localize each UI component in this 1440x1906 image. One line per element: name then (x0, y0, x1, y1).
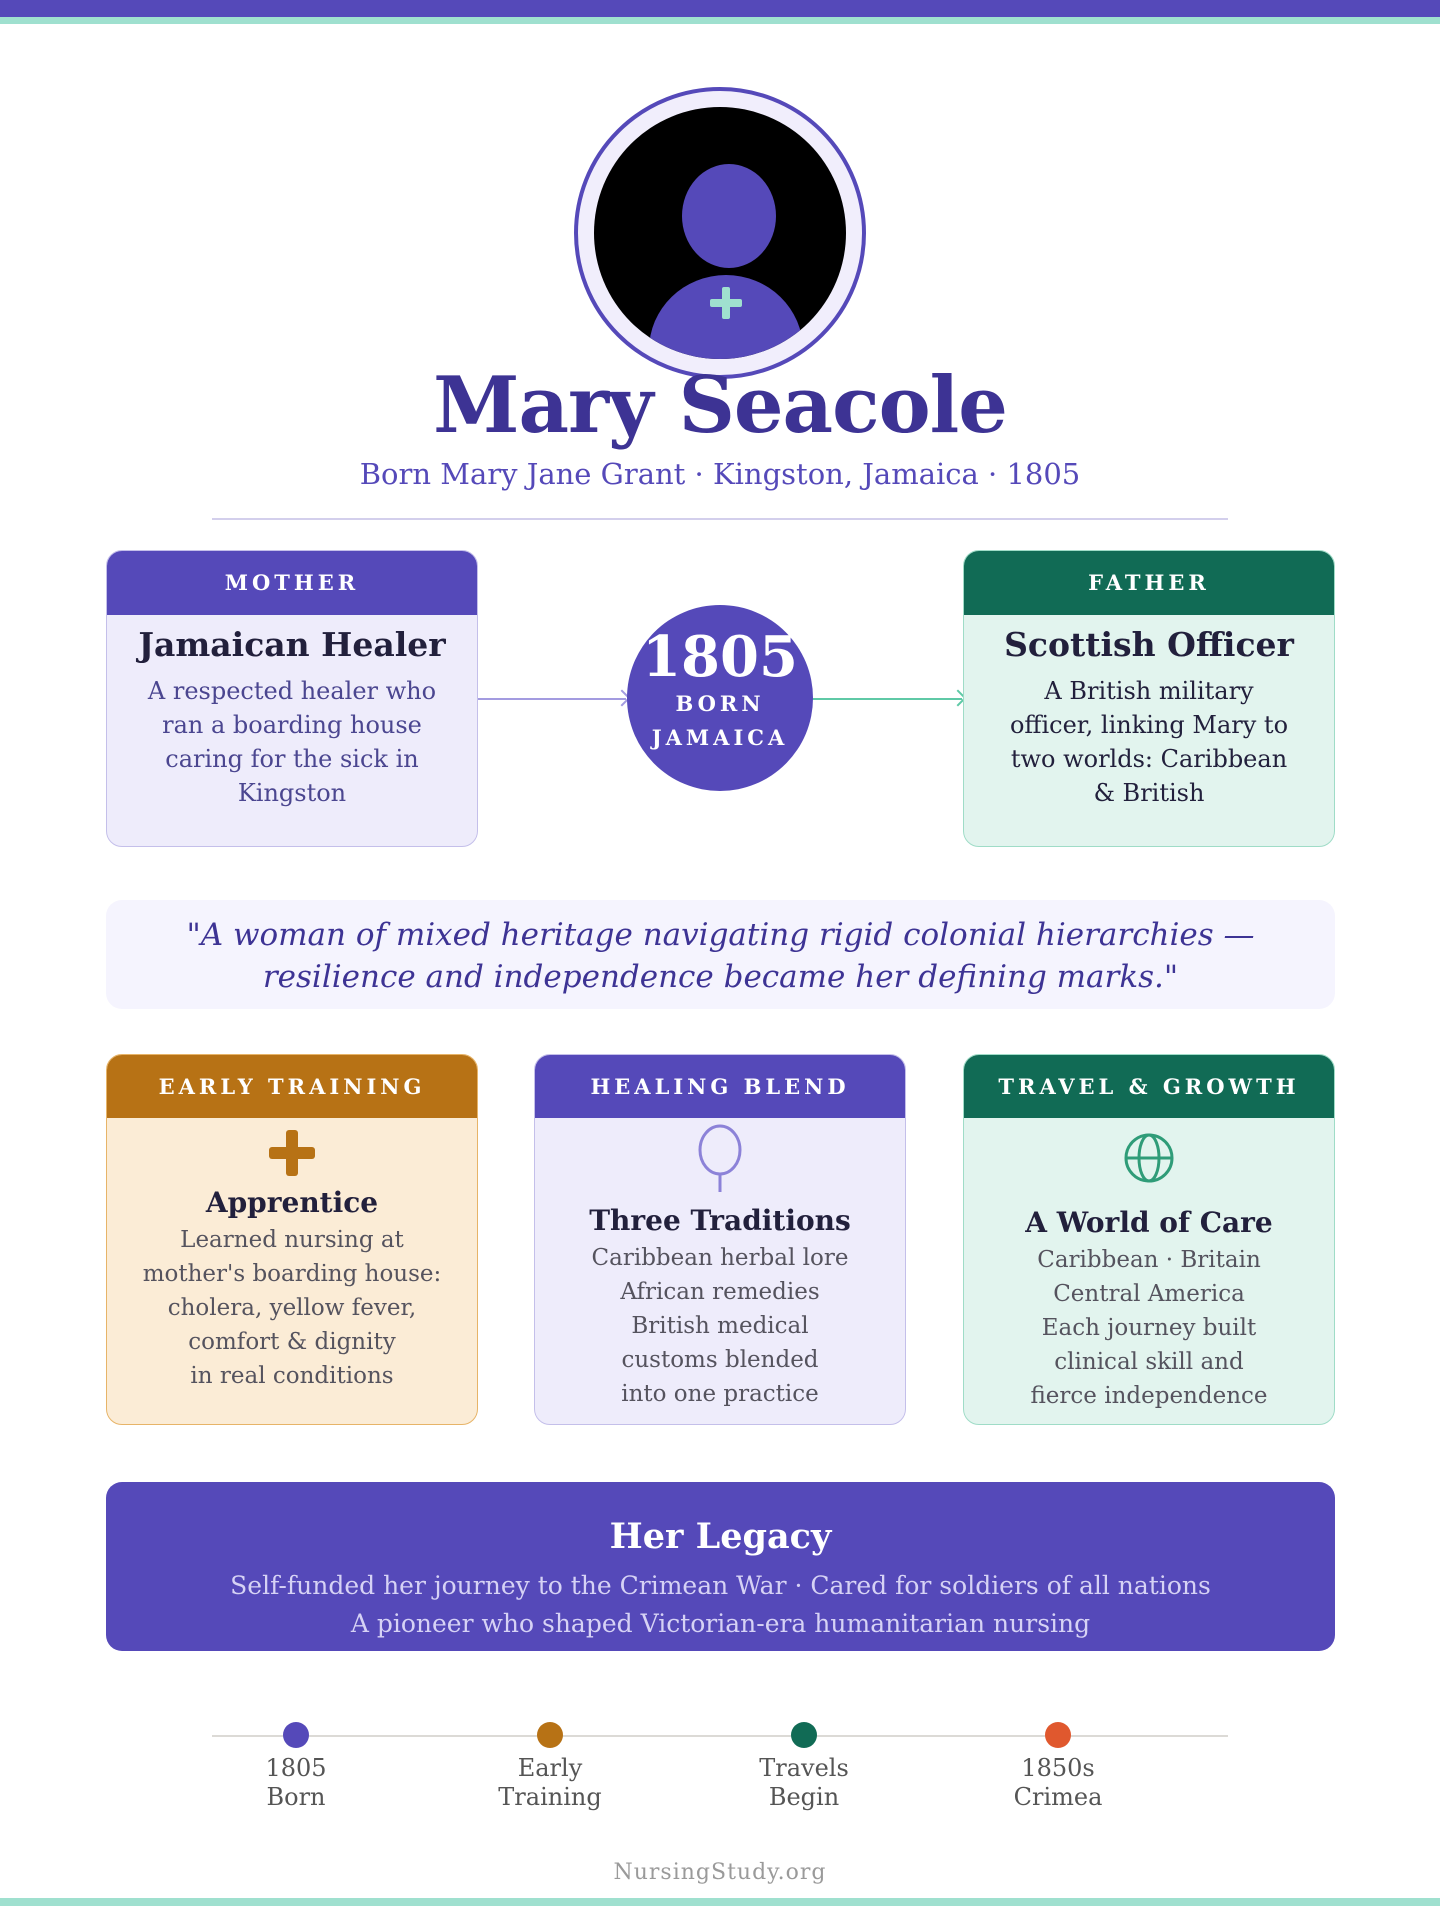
healing-blend-line: British medical (631, 1313, 809, 1339)
timeline-label-line1: Early (517, 1754, 583, 1782)
travel-growth-text (964, 1243, 1334, 1413)
birth-year: 1805 (642, 624, 798, 690)
healing-blend-line: customs blended (621, 1347, 819, 1373)
mother-arrow (478, 698, 626, 700)
healing-blend-line: into one practice (621, 1381, 819, 1407)
timeline-item-born (216, 1722, 376, 1812)
healing-blend-text (535, 1241, 905, 1411)
healing-blend-title: Three Traditions (589, 1204, 851, 1237)
birth-badge (627, 605, 813, 791)
mother-card-label: MOTHER (107, 551, 477, 615)
timeline-label (216, 1754, 376, 1812)
travel-growth-label: TRAVEL & GROWTH (964, 1055, 1334, 1118)
healing-blend-line: African remedies (620, 1279, 820, 1305)
early-training-title: Apprentice (205, 1186, 379, 1219)
father-card-text: A British military officer, linking Mary to two worlds: Caribbean & British (1009, 677, 1289, 807)
travel-growth-line: Central America (1053, 1281, 1245, 1307)
early-training-card (106, 1054, 478, 1425)
early-training-line: Learned nursing at (180, 1227, 404, 1253)
quote-line2: resilience and independence became her defining marks." (262, 959, 1179, 995)
healing-blend-line: Caribbean herbal lore (591, 1245, 849, 1271)
portrait-avatar (574, 87, 866, 379)
early-training-line: cholera, yellow fever, (167, 1295, 417, 1321)
timeline-dot (283, 1722, 309, 1748)
legacy-text (106, 1567, 1335, 1643)
person-head-icon (682, 164, 776, 268)
bottom-accent-bar (0, 1898, 1440, 1906)
timeline-label-line2: Crimea (1013, 1783, 1103, 1811)
timeline-label-line1: 1805 (265, 1754, 327, 1782)
early-training-text (107, 1223, 477, 1393)
birth-label-line2: JAMAICA (651, 725, 789, 750)
timeline-label (978, 1754, 1138, 1812)
timeline-label (470, 1754, 630, 1812)
travel-growth-line: clinical skill and (1054, 1349, 1244, 1375)
timeline-item-crimea (978, 1722, 1138, 1812)
early-training-line: mother's boarding house: (142, 1261, 442, 1287)
timeline-label-line2: Training (498, 1783, 602, 1811)
plus-icon (269, 1130, 315, 1176)
travel-growth-line: Caribbean · Britain (1037, 1247, 1261, 1273)
timeline-label-line1: 1850s (1021, 1754, 1095, 1782)
globe-icon (1123, 1132, 1175, 1184)
birth-label-line1: BORN (675, 691, 765, 716)
quote-line1: "A woman of mixed heritage navigating rigid colonial hierarchies — (186, 917, 1255, 953)
leaf-icon (695, 1124, 745, 1194)
timeline-label (724, 1754, 884, 1812)
travel-growth-line: Each journey built (1041, 1315, 1257, 1341)
legacy-line2: A pioneer who shaped Victorian-era humanitarian nursing (350, 1609, 1091, 1638)
mother-card-title: Jamaican Healer (138, 625, 446, 664)
footer-source: NursingStudy.org (613, 1860, 827, 1885)
timeline-dot (1045, 1722, 1071, 1748)
early-training-line: in real conditions (190, 1363, 394, 1389)
timeline-item-travels (724, 1722, 884, 1812)
timeline-label-line1: Travels (759, 1754, 849, 1782)
travel-growth-line: fierce independence (1030, 1383, 1268, 1409)
medical-cross-icon (710, 287, 742, 319)
healing-blend-card (534, 1054, 906, 1425)
header-divider (212, 518, 1228, 520)
father-card-title: Scottish Officer (1004, 625, 1294, 664)
top-accent-stripe (0, 17, 1440, 24)
legacy-line1: Self-funded her journey to the Crimean War · Cared for soldiers of all nations (230, 1571, 1211, 1600)
father-arrow (812, 698, 962, 700)
father-card-label: FATHER (964, 551, 1334, 615)
timeline-dot (537, 1722, 563, 1748)
legacy-title: Her Legacy (609, 1516, 832, 1557)
page-title: Mary Seacole (433, 360, 1007, 451)
timeline-dot (791, 1722, 817, 1748)
portrait-background (594, 107, 846, 359)
mother-card (106, 550, 478, 847)
heritage-quote (106, 900, 1335, 1009)
mother-card-text: A respected healer who ran a boarding house caring for the sick in Kingston (147, 677, 437, 807)
legacy-banner (106, 1482, 1335, 1651)
early-training-label: EARLY TRAINING (107, 1055, 477, 1118)
travel-growth-card (963, 1054, 1335, 1425)
top-accent-bar (0, 0, 1440, 17)
page-subtitle: Born Mary Jane Grant · Kingston, Jamaica · 1805 (359, 457, 1081, 491)
father-card (963, 550, 1335, 847)
healing-blend-label: HEALING BLEND (535, 1055, 905, 1118)
timeline-label-line2: Born (266, 1783, 326, 1811)
travel-growth-title: A World of Care (1025, 1206, 1273, 1239)
timeline-label-line2: Begin (768, 1783, 840, 1811)
early-training-line: comfort & dignity (188, 1329, 396, 1355)
timeline-item-training (470, 1722, 630, 1812)
